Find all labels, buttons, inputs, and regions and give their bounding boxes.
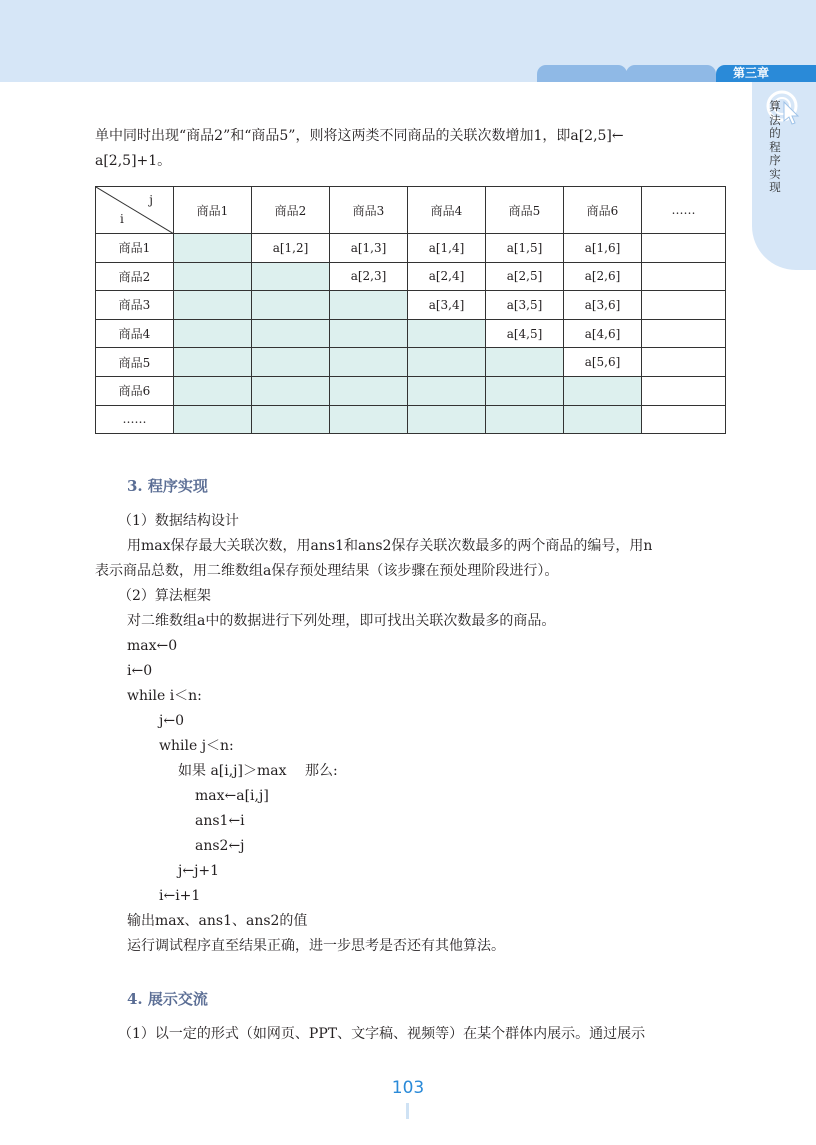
table-cell: a[2,4]: [408, 262, 486, 291]
code-line: j←j+1: [178, 863, 220, 879]
table-cell: a[3,5]: [486, 291, 564, 320]
table-cell: a[2,6]: [564, 262, 642, 291]
table-cell: a[2,5]: [486, 262, 564, 291]
table-cell: [408, 376, 486, 405]
table-cell: [330, 405, 408, 434]
table-cell: [330, 348, 408, 377]
table-cell: [642, 291, 726, 320]
row-header: 商品2: [96, 262, 174, 291]
association-table: [95, 186, 726, 434]
row-header: 商品6: [96, 376, 174, 405]
table-cell: [330, 376, 408, 405]
table-row: [96, 234, 726, 263]
subsection-title: （2）算法框架: [118, 588, 211, 604]
table-row: [96, 405, 726, 434]
code-line: max←a[i,j]: [195, 788, 269, 804]
table-cell: [252, 405, 330, 434]
table-cell: [408, 319, 486, 348]
table-cell: a[1,2]: [252, 234, 330, 263]
table-cell: [252, 262, 330, 291]
paragraph-line: 对二维数组a中的数据进行下列处理，即可找出关联次数最多的商品。: [127, 613, 556, 629]
table-cell: [174, 319, 252, 348]
table-cell: [252, 348, 330, 377]
table-cell: a[4,5]: [486, 319, 564, 348]
table-cell: a[4,6]: [564, 319, 642, 348]
table-cell: [486, 405, 564, 434]
page-number: 103: [391, 1078, 425, 1098]
column-header: 商品4: [408, 187, 486, 234]
table-row: [96, 291, 726, 320]
paragraph-line: 用max保存最大关联次数，用ans1和ans2保存关联次数最多的两个商品的编号，用n: [127, 538, 653, 554]
intro-line-1: 单中同时出现“商品2”和“商品5”，则将这两类不同商品的关联次数增加1，即a[2,5]←: [95, 128, 624, 144]
column-header: 商品3: [330, 187, 408, 234]
table-cell: [642, 262, 726, 291]
table-header-row: [96, 187, 726, 234]
corner-j-label: j: [149, 193, 153, 207]
table-cell: a[3,4]: [408, 291, 486, 320]
table-cell: [642, 348, 726, 377]
paragraph-line: 输出max、ans1、ans2的值: [127, 913, 308, 929]
side-title: 算法的程序实现: [769, 99, 781, 194]
code-line: j←0: [159, 713, 184, 729]
code-line: i←0: [127, 663, 153, 679]
table-cell: [252, 376, 330, 405]
table-cell: a[1,4]: [408, 234, 486, 263]
column-header: 商品5: [486, 187, 564, 234]
column-header: 商品6: [564, 187, 642, 234]
table-cell: a[1,3]: [330, 234, 408, 263]
page-number-tick: [406, 1103, 409, 1119]
corner-i-label: i: [120, 212, 124, 226]
table-cell: a[5,6]: [564, 348, 642, 377]
diagonal-line: [96, 187, 174, 234]
code-line: max←0: [127, 638, 178, 654]
table-cell: [642, 376, 726, 405]
subsection-title: （1）数据结构设计: [118, 513, 239, 529]
column-header: ……: [642, 187, 726, 234]
table-cell: [564, 376, 642, 405]
table-cell: a[1,6]: [564, 234, 642, 263]
chapter-label: 第三章: [716, 65, 816, 82]
table-cell: [174, 376, 252, 405]
row-header: 商品3: [96, 291, 174, 320]
code-line: i←i+1: [159, 888, 201, 904]
table-cell: [642, 319, 726, 348]
table-cell: [174, 262, 252, 291]
header-tab-decoration: [537, 65, 627, 82]
column-header: 商品2: [252, 187, 330, 234]
table-row: [96, 376, 726, 405]
row-header: 商品1: [96, 234, 174, 263]
table-row: [96, 319, 726, 348]
column-header: 商品1: [174, 187, 252, 234]
table-row: [96, 348, 726, 377]
code-line: 如果 a[i,j]＞max 那么:: [178, 763, 338, 779]
corner-cell: [96, 187, 174, 234]
table-row: [96, 262, 726, 291]
section-3-title: 3. 程序实现: [127, 477, 208, 495]
table-cell: [174, 405, 252, 434]
row-header: 商品4: [96, 319, 174, 348]
table-cell: a[3,6]: [564, 291, 642, 320]
table-cell: [330, 319, 408, 348]
table-cell: [642, 234, 726, 263]
table-cell: [408, 348, 486, 377]
table-cell: [330, 291, 408, 320]
section-4-title: 4. 展示交流: [127, 990, 208, 1008]
header-tab-decoration: [626, 65, 716, 82]
table-cell: a[1,5]: [486, 234, 564, 263]
paragraph-line: 运行调试程序直至结果正确，进一步思考是否还有其他算法。: [127, 938, 505, 954]
table-cell: [252, 319, 330, 348]
table-cell: [174, 348, 252, 377]
paragraph-line: 表示商品总数，用二维数组a保存预处理结果（该步骤在预处理阶段进行）。: [95, 563, 559, 579]
table-cell: [252, 291, 330, 320]
table-cell: a[2,3]: [330, 262, 408, 291]
table-cell: [174, 291, 252, 320]
intro-line-2: a[2,5]+1。: [95, 153, 172, 169]
table-cell: [174, 234, 252, 263]
row-header: ……: [96, 405, 174, 434]
code-line: ans2←j: [195, 838, 245, 854]
code-line: while i＜n:: [127, 688, 202, 704]
table-cell: [642, 405, 726, 434]
table-cell: [564, 405, 642, 434]
code-line: while j＜n:: [159, 738, 234, 754]
code-line: ans1←i: [195, 813, 245, 829]
table-cell: [486, 348, 564, 377]
table-cell: [408, 405, 486, 434]
paragraph-line: （1）以一定的形式（如网页、PPT、文字稿、视频等）在某个群体内展示。通过展示: [118, 1026, 646, 1042]
table-cell: [486, 376, 564, 405]
row-header: 商品5: [96, 348, 174, 377]
